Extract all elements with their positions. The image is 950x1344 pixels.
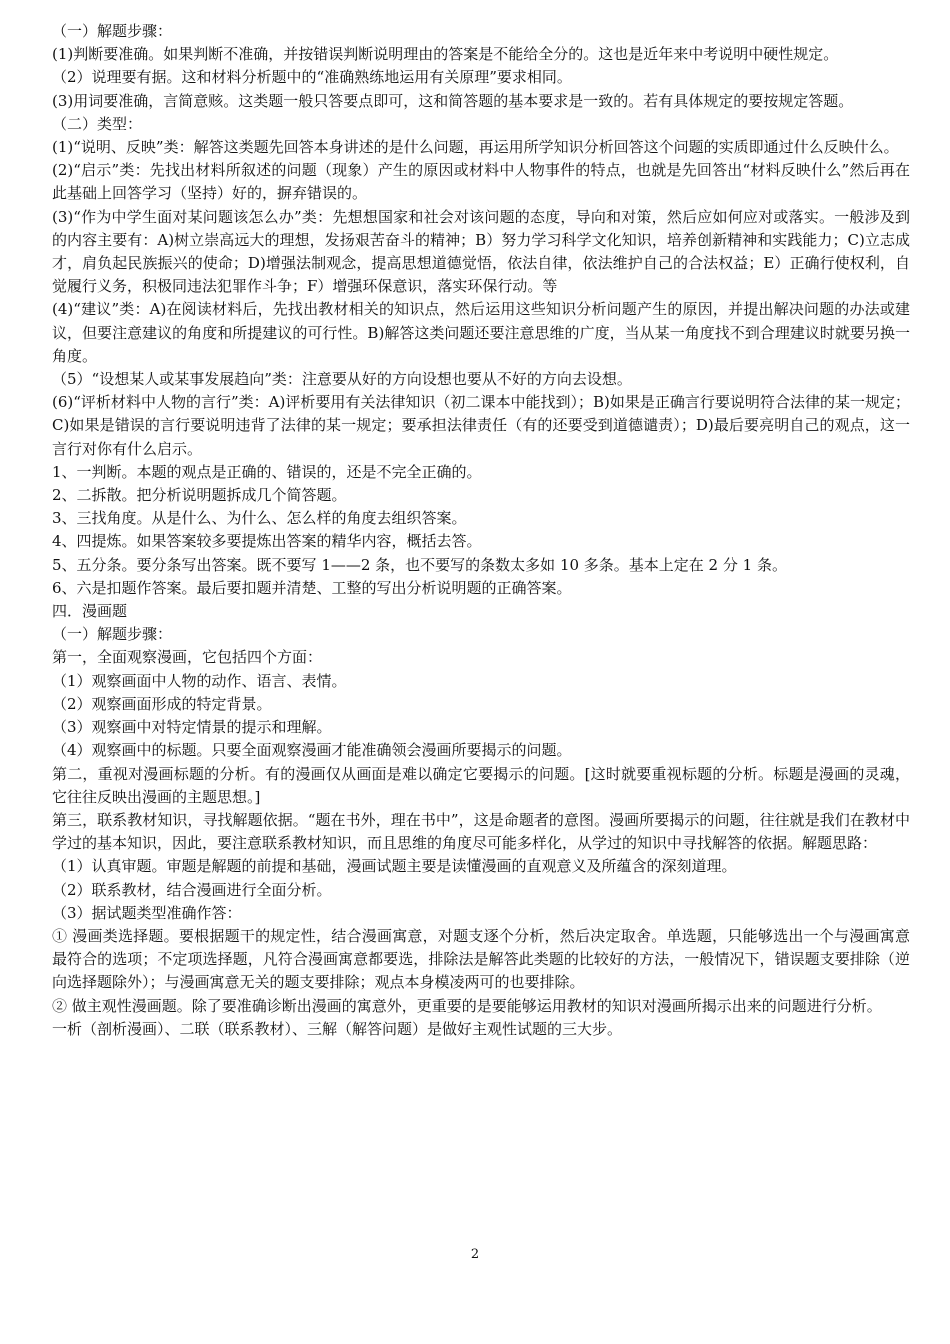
paragraph: 第二，重视对漫画标题的分析。有的漫画仅从画面是难以确定它要揭示的问题。[这时就要重视标题的分析。标题是漫画的灵魂，它往往反映出漫画的主题思想。] xyxy=(52,764,910,806)
paragraph: (3)用词要准确，言简意赅。这类题一般只答要点即可，这和简答题的基本要求是一致的。若有具体规定的要按规定答题。 xyxy=(52,91,854,110)
paragraph: (1)判断要准确。如果判断不准确，并按错误判断说明理由的答案是不能给全分的。这也是近年来中考说明中硬性规定。 xyxy=(52,45,839,64)
paragraph: （2）说理要有据。这和材料分析题中的“准确熟练地运用有关原理”要求相同。 xyxy=(52,68,572,87)
document-body xyxy=(52,20,910,1041)
paragraph: (1)“说明、反映”类：解答这类题先回答本身讲述的是什么问题，再运用所学知识分析回答这个问题的实质即通过什么反映什么。 xyxy=(52,138,899,157)
paragraph: 4、四提炼。如果答案较多要提炼出答案的精华内容，概括去答。 xyxy=(52,532,482,551)
paragraph: （1）观察画面中人物的动作、语言、表情。 xyxy=(52,671,347,690)
paragraph: 6、六是扣题作答案。最后要扣题并清楚、工整的写出分析说明题的正确答案。 xyxy=(52,578,572,597)
paragraph: 1、一判断。本题的观点是正确的、错误的，还是不完全正确的。 xyxy=(52,462,482,481)
paragraph: (3)“作为中学生面对某问题该怎么办”类：先想想国家和社会对该问题的态度，导向和对策，然后应如何应对或落实。一般涉及到的内容主要有：A)树立崇高远大的理想，发扬艰苦奋斗的精神；B）努力学习科学文化知识，培养创新精神和实践能力；C)立志成才，肩负起民族振兴的使命；D)增强法制观念，提高思想道德觉悟，依法自律，依法维护自己的合法权益；E）正确行使权利，自觉履行义务，积极同违法犯罪作斗争；F）增强环保意识，落实环保行动。等 xyxy=(52,207,910,296)
paragraph: (2)“启示”类：先找出材料所叙述的问题（现象）产生的原因或材料中人物事件的特点，也就是先回答出“材料反映什么”然后再在此基础上回答学习（坚持）好的，摒弃错误的。 xyxy=(52,161,910,203)
paragraph: 第一，全面观察漫画，它包括四个方面： xyxy=(52,648,323,667)
paragraph: (6)“评析材料中人物的言行”类：A)评析要用有关法律知识（初二课本中能找到）；B)如果是正确言行要说明符合法律的某一规定；C)如果是错误的言行要说明违背了法律的某一规定；要承担法律责任（有的还要受到道德谴责）；D)最后要亮明自己的观点，这一言行对你有什么启示。 xyxy=(52,393,910,458)
paragraph: 5、五分条。要分条写出答案。既不要写 1——2 条，也不要写的条数太多如 10 多条。基本上定在 2 分 1 条。 xyxy=(52,555,787,574)
page-number: 2 xyxy=(470,1247,480,1262)
paragraph: （一）解题步骤： xyxy=(52,625,173,644)
paragraph: （1）认真审题。审题是解题的前提和基础，漫画试题主要是读懂漫画的直观意义及所蕴含的深刻道理。 xyxy=(52,857,737,876)
paragraph: ② 做主观性漫画题。除了要准确诊断出漫画的寓意外，更重要的是要能够运用教材的知识对漫画所揭示出来的问题进行分析。 xyxy=(52,996,882,1015)
section-heading: 四．漫画题 xyxy=(52,602,128,621)
paragraph: 一析（剖析漫画）、二联（联系教材）、三解（解答问题）是做好主观性试题的三大步。 xyxy=(52,1019,623,1038)
paragraph: 3、三找角度。从是什么、为什么、怎么样的角度去组织答案。 xyxy=(52,509,467,528)
paragraph: （5）“设想某人或某事发展趋向”类：注意要从好的方向设想也要从不好的方向去设想。 xyxy=(52,370,632,389)
paragraph: （3）观察画中对特定情景的提示和理解。 xyxy=(52,718,332,737)
paragraph: （4）观察画中的标题。只要全面观察漫画才能准确领会漫画所要揭示的问题。 xyxy=(52,741,572,760)
paragraph: ① 漫画类选择题。要根据题干的规定性，结合漫画寓意，对题支逐个分析，然后决定取舍。单选题，只能够选出一个与漫画寓意最符合的选项；不定项选择题，凡符合漫画寓意都要选，排除法是解答此类题的比较好的方法，一般情况下，错误题支要排除（逆向选择题除外）；与漫画寓意无关的题支要排除；观点本身模凌两可的也要排除。 xyxy=(52,926,910,992)
paragraph: (4)“建议”类：A)在阅读材料后，先找出教材相关的知识点，然后运用这些知识分析问题产生的原因，并提出解决问题的办法或建议，但要注意建议的角度和所提建议的可行性。B)解答这类问题还要注意思维的广度，当从某一角度找不到合理建议时就要另换一角度。 xyxy=(52,300,910,365)
paragraph: （一）解题步骤： xyxy=(52,22,173,40)
paragraph: （二）类型： xyxy=(52,114,143,133)
paragraph: （2）联系教材，结合漫画进行全面分析。 xyxy=(52,880,332,899)
paragraph: （3）据试题类型准确作答： xyxy=(52,903,242,922)
paragraph: 第三，联系教材知识，寻找解题依据。“题在书外，理在书中”，这是命题者的意图。漫画所要揭示的问题，往往就是我们在教材中学过的基本知识，因此，要注意联系教材知识，而且思维的角度尽可能多样化，从学过的知识中寻找解答的依据。解题思路： xyxy=(52,810,910,853)
paragraph: （2）观察画面形成的特定背景。 xyxy=(52,694,272,713)
paragraph: 2、二拆散。把分析说明题拆成几个简答题。 xyxy=(52,486,347,505)
